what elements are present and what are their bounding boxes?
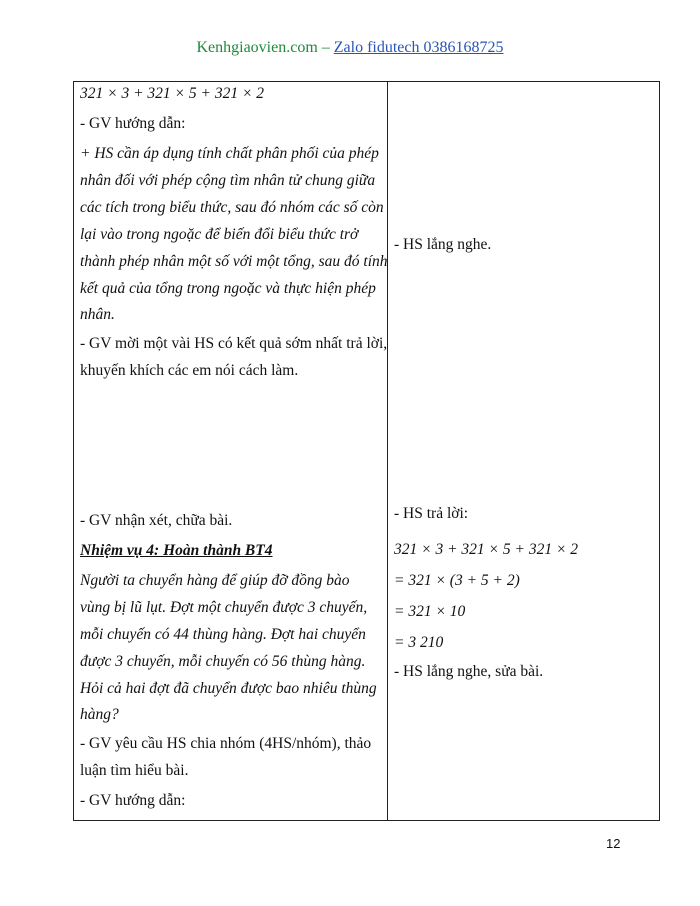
gv-request-line: - GV yêu cầu HS chia nhóm (4HS/nhóm), thảo [80, 735, 372, 752]
hs-instruction-line: + HS cần áp dụng tính chất phân phối của phép [80, 145, 379, 162]
site-name: Kenhgiaovien.com [196, 39, 318, 56]
gv-guide-1: - GV hướng dẫn: [80, 115, 186, 132]
gv-guide-2: - GV hướng dẫn: [80, 792, 186, 809]
solution-step: = 321 × (3 + 5 + 2) [394, 572, 520, 589]
problem-line: mỗi chuyến có 44 thùng hàng. Đợt hai chuyển [80, 626, 366, 643]
problem-line: Người ta chuyển hàng để giúp đỡ đồng bào [80, 572, 350, 589]
header-separator: – [317, 39, 334, 56]
hs-instruction-line: thành phép nhân một số với một tổng, sau đó tính [80, 253, 388, 270]
solution-step: = 321 × 10 [394, 603, 466, 620]
hs-instruction-line: nhân. [80, 306, 115, 323]
page-number: 12 [606, 836, 621, 851]
expression: 321 × 3 + 321 × 5 + 321 × 2 [80, 85, 265, 102]
lesson-table [73, 81, 660, 821]
hs-answer: - HS trả lời: [394, 505, 469, 522]
hs-fix: - HS lắng nghe, sửa bài. [394, 663, 544, 680]
gv-invite-line: - GV mời một vài HS có kết quả sớm nhất trả lời, [80, 335, 388, 352]
task-4-title: Nhiệm vụ 4: Hoàn thành BT4 [80, 542, 273, 559]
hs-instruction-line: các tích trong biểu thức, sau đó nhóm các số còn [80, 199, 384, 216]
gv-request-line: luận tìm hiểu bài. [80, 762, 189, 779]
hs-listen: - HS lắng nghe. [394, 236, 492, 253]
gv-invite-line: khuyến khích các em nói cách làm. [80, 362, 299, 379]
hs-instruction-line: nhân đối với phép cộng tìm nhân tử chung giữa [80, 172, 376, 189]
problem-line: vùng bị lũ lụt. Đợt một chuyển được 3 chuyến, [80, 599, 368, 616]
solution-step: = 3 210 [394, 634, 444, 651]
problem-line: được 3 chuyến, mỗi chuyến có 56 thùng hàng. [80, 653, 366, 670]
hs-instruction-line: lại vào trong ngoặc để biến đổi biểu thức trở [80, 226, 359, 243]
zalo-link[interactable]: Zalo fidutech 0386168725 [333, 39, 504, 56]
hs-instruction-line: kết quả của tổng trong ngoặc và thực hiện phép [80, 280, 376, 297]
problem-line: Hỏi cả hai đợt đã chuyển được bao nhiêu thùng [80, 680, 377, 697]
column-divider [387, 82, 388, 820]
page-header [0, 39, 700, 57]
solution-step: 321 × 3 + 321 × 5 + 321 × 2 [394, 541, 579, 558]
gv-comment: - GV nhận xét, chữa bài. [80, 512, 233, 529]
problem-line: hàng? [80, 706, 119, 723]
